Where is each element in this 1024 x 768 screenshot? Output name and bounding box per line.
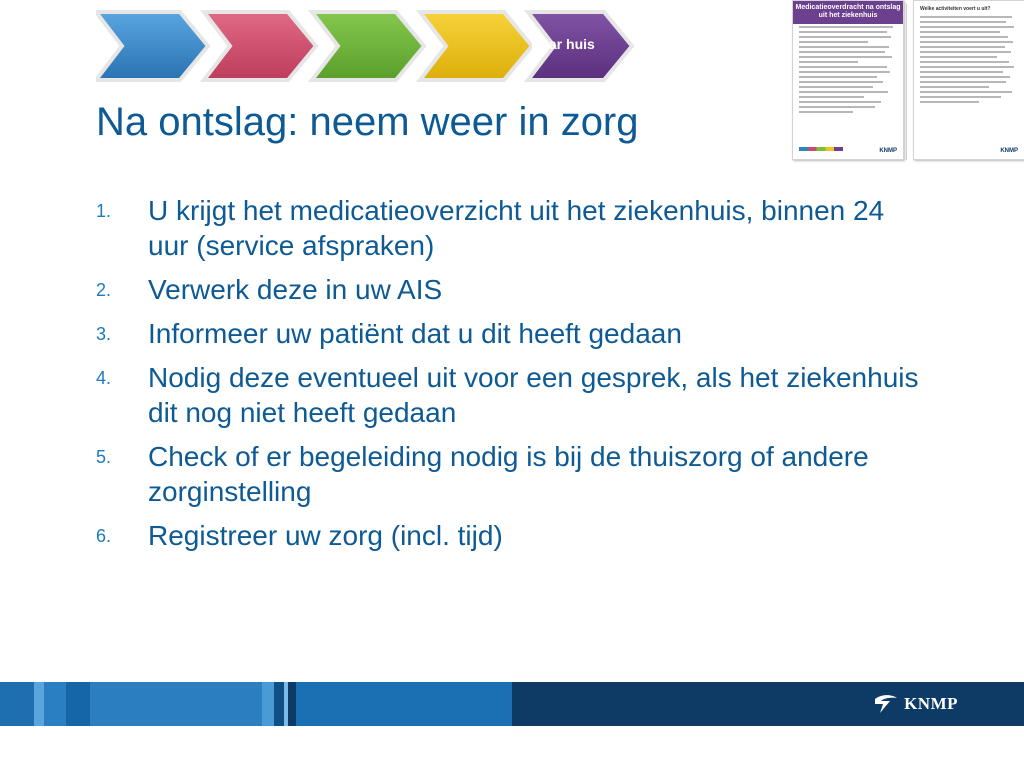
document-color-strip: [799, 147, 843, 151]
chevron-step-1: [96, 12, 208, 80]
step-number: 4.: [96, 368, 112, 388]
step-number: 5.: [96, 447, 112, 467]
document-thumbnail-back: [913, 0, 1024, 160]
footer-stripe: [0, 682, 34, 726]
list-item: [96, 518, 926, 553]
step-text: U krijgt het medicatieoverzicht uit het ziekenhuis, binnen 24 uur (service afspraken): [148, 195, 885, 261]
chevron-step-3: [312, 12, 424, 80]
knmp-logo-icon: [872, 693, 900, 715]
step-number: 1.: [96, 201, 112, 221]
document-title: Medicatieoverdracht na ontslag uit het ziekenhuis: [793, 1, 903, 24]
document-text-lines: [793, 24, 903, 118]
document-thumbnail-front: [792, 0, 904, 160]
step-text: Registreer uw zorg (incl. tijd): [148, 520, 503, 551]
step-text: Check of er begeleiding nodig is bij de thuiszorg of andere zorginstelling: [148, 441, 869, 507]
slide-title: Na ontslag: neem weer in zorg: [96, 100, 639, 144]
chevron-label-naar-huis: Naar huis: [531, 36, 595, 52]
footer-stripe: [66, 682, 90, 726]
footer-stripe: [90, 682, 262, 726]
footer-stripe: [274, 682, 284, 726]
knmp-logo: [872, 693, 958, 715]
chevron-step-2: [204, 12, 316, 80]
footer-stripe: [34, 682, 44, 726]
document-title: Welke activiteiten voert u uit?: [920, 6, 991, 12]
chevron-step-4: [420, 12, 532, 80]
footer-stripe: [44, 682, 66, 726]
list-item: [96, 272, 926, 307]
list-item: [96, 439, 926, 509]
knmp-logo-text: KNMP: [904, 694, 958, 713]
step-text: Informeer uw patiënt dat u dit heeft gedaan: [148, 318, 682, 349]
step-number: 6.: [96, 526, 112, 546]
step-text: Nodig deze eventueel uit voor een gesprek, als het ziekenhuis dit nog niet heeft gedaan: [148, 362, 919, 428]
list-item: [96, 193, 926, 263]
list-item: [96, 316, 926, 351]
step-number: 2.: [96, 280, 112, 300]
document-logo: KNMP: [879, 148, 897, 154]
footer-stripe: [296, 682, 512, 726]
document-text-lines: [914, 14, 1024, 108]
document-divider: [906, 4, 907, 160]
footer-stripe: [262, 682, 274, 726]
step-number: 3.: [96, 324, 112, 344]
document-logo: KNMP: [1000, 148, 1018, 154]
list-item: [96, 360, 926, 430]
footer-bar: [0, 682, 1024, 726]
step-text: Verwerk deze in uw AIS: [148, 274, 443, 305]
footer-stripe: [288, 682, 296, 726]
steps-list: [96, 193, 926, 562]
